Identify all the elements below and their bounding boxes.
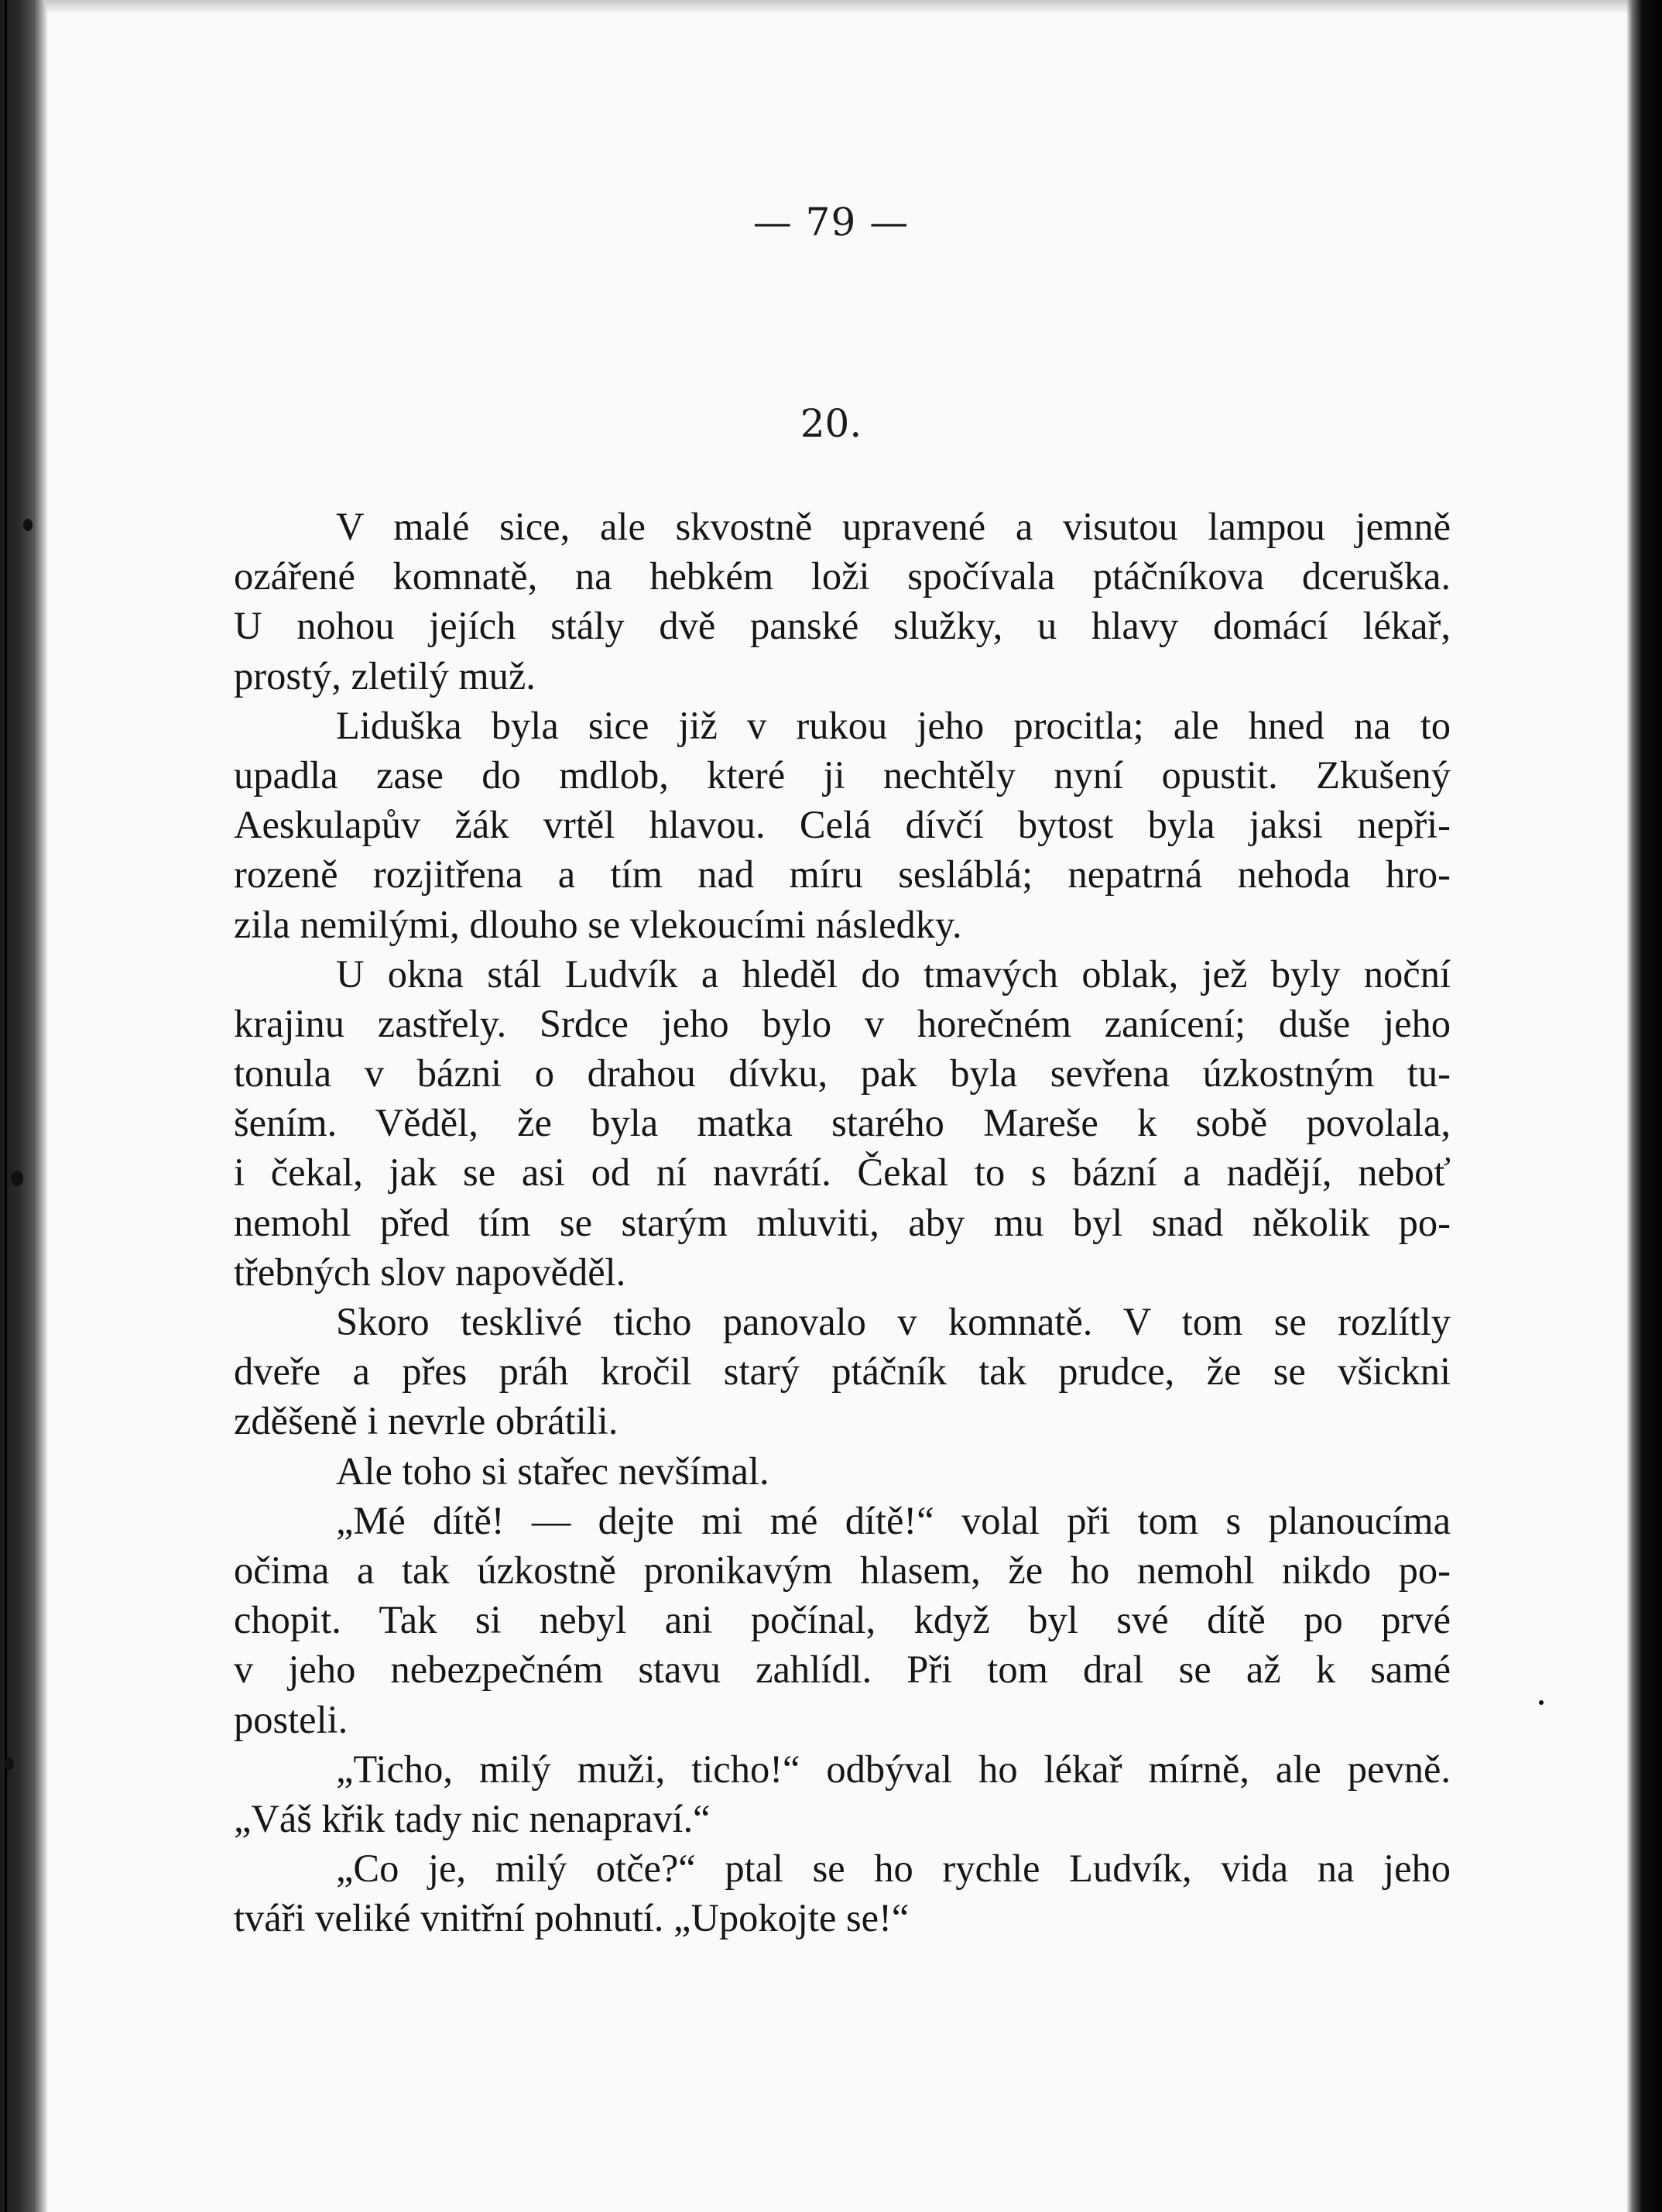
text-line: Aeskulapův žák vrtěl hlavou. Celá dívčí bytost byla jaksi nepři- — [234, 803, 1451, 847]
text-line: U okna stál Ludvík a hleděl do tmavých oblak, jež byly noční — [336, 952, 1451, 996]
text-line: Skoro tesklivé ticho panovalo v komnatě. V tom se rozlítly — [336, 1300, 1451, 1343]
scan-left-edge — [0, 0, 48, 2212]
text-line: i čekal, jak se asi od ní navrátí. Čekal to s bázní a nadějí, neboť — [234, 1151, 1451, 1195]
text-line: posteli. — [234, 1697, 348, 1741]
scan-speck — [5, 1758, 14, 1770]
text-line: U nohou jejích stály dvě panské služky, u hlavy domácí lékař, — [234, 604, 1451, 648]
text-line: „Co je, milý otče?“ ptal se ho rychle Ludvík, vida na jeho — [336, 1847, 1451, 1891]
scan-speck — [11, 1171, 23, 1186]
chapter-number: 20. — [800, 401, 862, 446]
text-line: rozeně rozjitřena a tím nad míru sesláblá; nepatrná nehoda hro- — [234, 852, 1451, 897]
scan-top-edge — [0, 0, 1662, 14]
text-line: „Mé dítě! — dejte mi mé dítě!“ volal při tom s planoucíma — [336, 1498, 1451, 1542]
text-line: „Váš křik tady nic nenapraví.“ — [234, 1796, 711, 1840]
text-line: V malé sice, ale skvostně upravené a visutou lampou jemně — [336, 505, 1451, 548]
text-line: upadla zase do mdlob, které ji nechtěly nyní opustit. Zkušený — [234, 753, 1451, 797]
text-line: prostý, zletilý muž. — [234, 653, 536, 698]
text-line: dveře a přes práh kročil starý ptáčník tak prudce, že se všickni — [234, 1349, 1451, 1394]
text-line: zila nemilými, dlouho se vlekoucími následky. — [234, 902, 962, 946]
scan-speck — [1539, 1700, 1544, 1705]
scan-right-edge — [1626, 0, 1662, 2212]
text-line: třebných slov napověděl. — [234, 1250, 626, 1294]
text-line: tváři veliké vnitřní pohnutí. „Upokojte se!“ — [234, 1896, 910, 1940]
text-line: očima a tak úzkostně pronikavým hlasem, že ho nemohl nikdo po- — [234, 1548, 1451, 1592]
text-line: chopit. Tak si nebyl ani počínal, když byl své dítě po prvé — [234, 1598, 1451, 1642]
scan-speck — [23, 519, 33, 531]
text-line: v jeho nebezpečném stavu zahlídl. Při tom dral se až k samé — [234, 1648, 1451, 1692]
text-line: „Ticho, milý muži, ticho!“ odbýval ho lékař mírně, ale pevně. — [336, 1747, 1451, 1791]
text-line: tonula v bázni o drahou dívku, pak byla sevřena úzkostným tu- — [234, 1051, 1451, 1096]
text-line: ozářené komnatě, na hebkém loži spočívala ptáčníkova dceruška. — [234, 554, 1451, 598]
text-line: nemohl před tím se starým mluviti, aby mu byl snad několik po- — [234, 1200, 1451, 1244]
scan-left-line — [5, 0, 7, 2212]
body-text — [234, 502, 1451, 1943]
text-line: šením. Věděl, že byla matka starého Mareše k sobě povolala, — [234, 1101, 1451, 1145]
page-number: — 79 — — [752, 200, 910, 245]
text-line: Ale toho si stařec nevšímal. — [336, 1449, 769, 1493]
text-line: zděšeně i nevrle obrátili. — [234, 1399, 619, 1443]
text-line: Liduška byla sice již v rukou jeho procitla; ale hned na to — [336, 703, 1451, 747]
text-line: krajinu zastřely. Srdce jeho bylo v horečném zanícení; duše jeho — [234, 1001, 1451, 1045]
